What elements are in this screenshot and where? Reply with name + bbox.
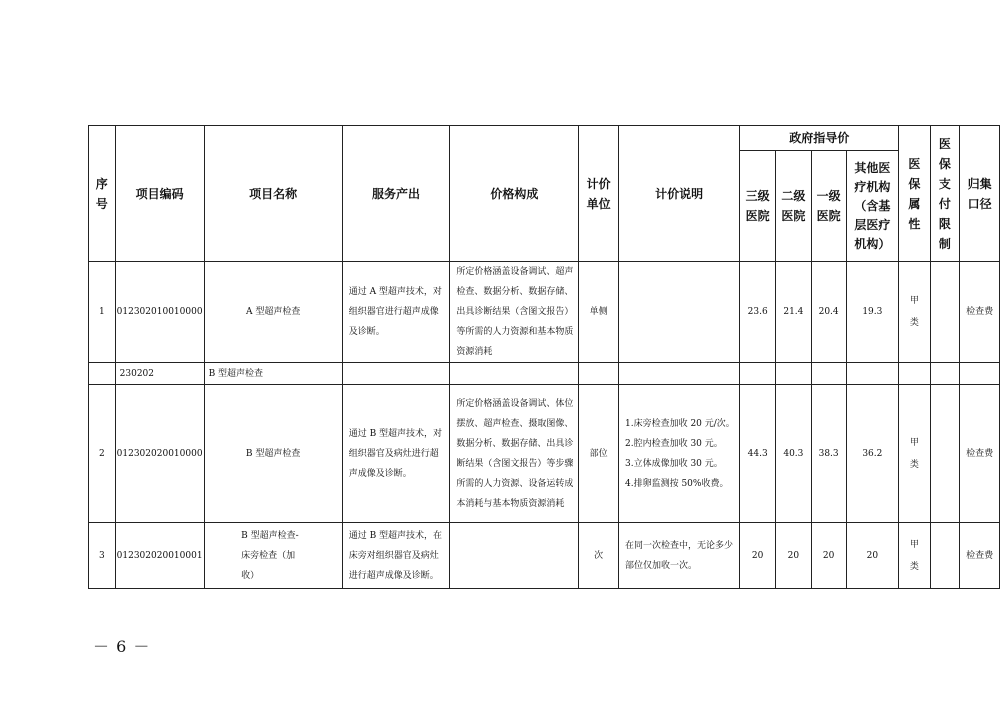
header-level1 xyxy=(811,151,846,262)
row-service: 通过 B 型超声技术，在床旁对组织器官及病灶进行超声成像及诊断。 xyxy=(342,523,450,589)
header-level1-label: 一级医院 xyxy=(816,189,841,223)
header-price-composition: 价格构成 xyxy=(450,126,579,262)
row-insurance-attr-label: 甲类 xyxy=(909,539,919,572)
row-insurance-limit xyxy=(930,262,960,363)
row-category: 检查费 xyxy=(960,262,1000,363)
row-insurance-attr xyxy=(899,262,931,363)
section-row xyxy=(89,363,1000,385)
section-name: B 型超声检查 xyxy=(204,363,342,385)
row-level3: 23.6 xyxy=(740,262,776,363)
note-line: 1.床旁检查加收 20 元/次。 xyxy=(625,418,735,429)
header-insurance-limit xyxy=(930,126,960,262)
header-insurance-attr-label: 医保属性 xyxy=(908,156,921,231)
row-note xyxy=(619,385,740,523)
row-insurance-limit xyxy=(930,523,960,589)
row-name xyxy=(204,523,342,589)
note-line: 3.立体成像加收 30 元。 xyxy=(625,458,723,469)
row-seq: 1 xyxy=(89,262,116,363)
header-other xyxy=(846,151,899,262)
row-unit: 次 xyxy=(579,523,619,589)
row-seq: 2 xyxy=(89,385,116,523)
row-level1: 20 xyxy=(811,523,846,589)
row-seq: 3 xyxy=(89,523,116,589)
row-insurance-attr-label: 甲类 xyxy=(909,296,919,328)
row-price-composition: 所定价格涵盖设备调试、体位摆放、超声检查、摄取图像、数据分析、数据存储、出具诊断结果（含图文报告）等步骤所需的人力资源、设备运转成本消耗与基本物质资源消耗 xyxy=(450,385,579,523)
row-insurance-attr xyxy=(899,523,931,589)
header-gov-price: 政府指导价 xyxy=(740,126,899,151)
table-row xyxy=(89,262,1000,363)
row-level1: 20.4 xyxy=(811,262,846,363)
row-insurance-attr xyxy=(899,385,931,523)
row-price-composition: 所定价格涵盖设备调试、超声检查、数据分析、数据存储、出具诊断结果（含图文报告）等所需的人力资源和基本物质资源消耗 xyxy=(450,262,579,363)
row-code: 012302020010001 xyxy=(115,523,204,589)
row-name: B 型超声检查 xyxy=(204,385,342,523)
row-note: 在同一次检查中，无论多少部位仅加收一次。 xyxy=(619,523,740,589)
row-level2: 40.3 xyxy=(776,385,812,523)
row-other: 20 xyxy=(846,523,899,589)
header-level2-label: 二级医院 xyxy=(781,189,806,223)
page-number: － 6 － xyxy=(93,637,151,656)
row-level2: 21.4 xyxy=(776,262,812,363)
row-unit: 部位 xyxy=(579,385,619,523)
header-level2 xyxy=(776,151,812,262)
row-level3: 44.3 xyxy=(740,385,776,523)
row-level2: 20 xyxy=(776,523,812,589)
header-unit-label: 计价单位 xyxy=(586,176,611,211)
row-other: 36.2 xyxy=(846,385,899,523)
header-other-label: 其他医疗机构（含基层医疗机构） xyxy=(854,160,891,251)
header-category xyxy=(960,126,1000,262)
header-level3 xyxy=(740,151,776,262)
header-seq-label: 序号 xyxy=(95,176,108,211)
header-insurance-attr xyxy=(899,126,931,262)
price-table xyxy=(88,125,1000,589)
row-name: A 型超声检查 xyxy=(204,262,342,363)
header-category-label: 归集口径 xyxy=(967,176,992,211)
header-unit xyxy=(579,126,619,262)
note-line: 4.排卵监测按 50%收费。 xyxy=(625,478,729,489)
table-row xyxy=(89,385,1000,523)
row-service: 通过 A 型超声技术，对组织器官进行超声成像及诊断。 xyxy=(342,262,450,363)
header-level3-label: 三级医院 xyxy=(745,189,770,223)
row-level1: 38.3 xyxy=(811,385,846,523)
row-code: 012302010010000 xyxy=(115,262,204,363)
row-category: 检查费 xyxy=(960,523,1000,589)
header-name: 项目名称 xyxy=(204,126,342,262)
row-code: 012302020010000 xyxy=(115,385,204,523)
row-other: 19.3 xyxy=(846,262,899,363)
section-code: 230202 xyxy=(115,363,204,385)
header-insurance-limit-label: 医保支付限制 xyxy=(938,136,951,251)
header-code: 项目编码 xyxy=(115,126,204,262)
row-price-composition xyxy=(450,523,579,589)
row-insurance-limit xyxy=(930,385,960,523)
row-level3: 20 xyxy=(740,523,776,589)
header-note: 计价说明 xyxy=(619,126,740,262)
table-row xyxy=(89,523,1000,589)
header-seq xyxy=(89,126,116,262)
header-service: 服务产出 xyxy=(342,126,450,262)
note-line: 2.腔内检查加收 30 元。 xyxy=(625,438,723,449)
row-unit: 单侧 xyxy=(579,262,619,363)
row-category: 检查费 xyxy=(960,385,1000,523)
row-note xyxy=(619,262,740,363)
row-service: 通过 B 型超声技术，对组织器官及病灶进行超声成像及诊断。 xyxy=(342,385,450,523)
header-row-1 xyxy=(89,126,1000,151)
row-name-label: B 型超声检查-床旁检查（加收） xyxy=(241,530,299,581)
row-insurance-attr-label: 甲类 xyxy=(909,437,919,470)
